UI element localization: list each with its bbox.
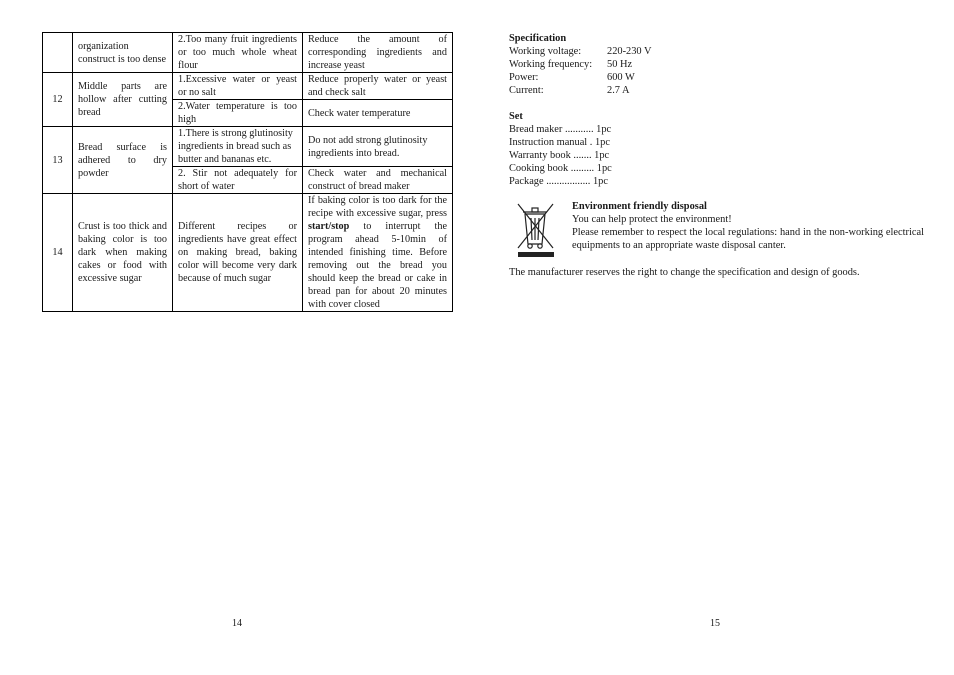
solution-cell: Reduce the amount of corresponding ingredients and increase yeast	[303, 33, 453, 73]
problem-cell: Bread surface is adhered to dry powder	[73, 127, 173, 194]
spec-value: 220-230 V	[607, 46, 652, 57]
spec-row	[509, 45, 652, 58]
cause-cell: 2. Stir not adequately for short of water	[173, 167, 303, 194]
set-item: Bread maker ........... 1pc	[509, 124, 612, 135]
spec-value: 50 Hz	[607, 59, 633, 70]
set-item: Instruction manual . 1pc	[509, 137, 610, 148]
solution-cell: Reduce properly water or yeast and check salt	[303, 73, 453, 100]
problem-number	[43, 33, 73, 73]
spec-label: Current:	[509, 85, 544, 96]
disposal-line: Please remember to respect the local regulations: hand in the non-working electrical equipments to an appropriate waste disposal canter.	[572, 227, 924, 251]
set-section	[509, 110, 612, 188]
right-page	[477, 0, 954, 675]
set-item: Cooking book ......... 1pc	[509, 163, 612, 174]
spec-value: 600 W	[607, 72, 635, 83]
page-number: 15	[710, 618, 720, 629]
solution-cell	[303, 194, 453, 312]
spec-row	[509, 84, 652, 97]
solution-text-after: to interrupt the program ahead 5-10min of intended finishing time. Before removing out the bread you should keep the bread or cake in bread pan for about 20 minutes with cover closed	[308, 221, 447, 310]
problem-number: 12	[43, 73, 73, 127]
spec-value: 2.7 A	[607, 85, 630, 96]
spec-label: Power:	[509, 72, 539, 83]
cause-cell: 2.Water temperature is too high	[173, 100, 303, 127]
specification-heading: Specification	[509, 33, 567, 44]
solution-cell: Do not add strong glutinosity ingredients into bread.	[303, 127, 453, 167]
disposal-heading: Environment friendly disposal	[572, 201, 707, 212]
page-number: 14	[232, 618, 242, 629]
solution-cell: Check water and mechanical construct of bread maker	[303, 167, 453, 194]
cause-cell: 1.There is strong glutinosity ingredients in bread such as butter and bananas etc.	[173, 127, 303, 167]
set-item: Warranty book ....... 1pc	[509, 150, 610, 161]
specification-section	[509, 32, 652, 97]
start-stop-button-label: start/stop	[308, 221, 350, 232]
set-item: Package ................. 1pc	[509, 176, 608, 187]
problem-number: 14	[43, 194, 73, 312]
problem-number: 13	[43, 127, 73, 194]
rights-notice: The manufacturer reserves the right to change the specification and design of goods.	[509, 267, 860, 278]
problem-cell: Crust is too thick and baking color is too dark when making cakes or food with excessive sugar	[73, 194, 173, 312]
disposal-line: You can help protect the environment!	[572, 214, 732, 225]
cause-cell: 2.Too many fruit ingredients or too much whole wheat flour	[173, 33, 303, 73]
set-heading: Set	[509, 111, 523, 122]
troubleshooting-table	[42, 32, 453, 312]
spec-row	[509, 58, 652, 71]
spec-label: Working frequency:	[509, 59, 593, 70]
spec-row	[509, 71, 652, 84]
solution-cell: Check water temperature	[303, 100, 453, 127]
table-row	[43, 33, 453, 73]
problem-cell: Middle parts are hollow after cutting bread	[73, 73, 173, 127]
solution-text-before: If baking color is too dark for the recipe with excessive sugar, press	[308, 195, 447, 219]
problem-cell: organization construct is too dense	[73, 33, 173, 73]
table-row	[43, 73, 453, 100]
table-row	[43, 127, 453, 167]
cause-cell: Different recipes or ingredients have great effect on making bread, baking color will become very dark because of much sugar	[173, 194, 303, 312]
crossed-out-wheelie-bin-icon	[513, 200, 557, 260]
cause-cell: 1.Excessive water or yeast or no salt	[173, 73, 303, 100]
spec-label: Working voltage:	[509, 46, 582, 57]
disposal-text	[572, 200, 924, 252]
table-row	[43, 194, 453, 312]
